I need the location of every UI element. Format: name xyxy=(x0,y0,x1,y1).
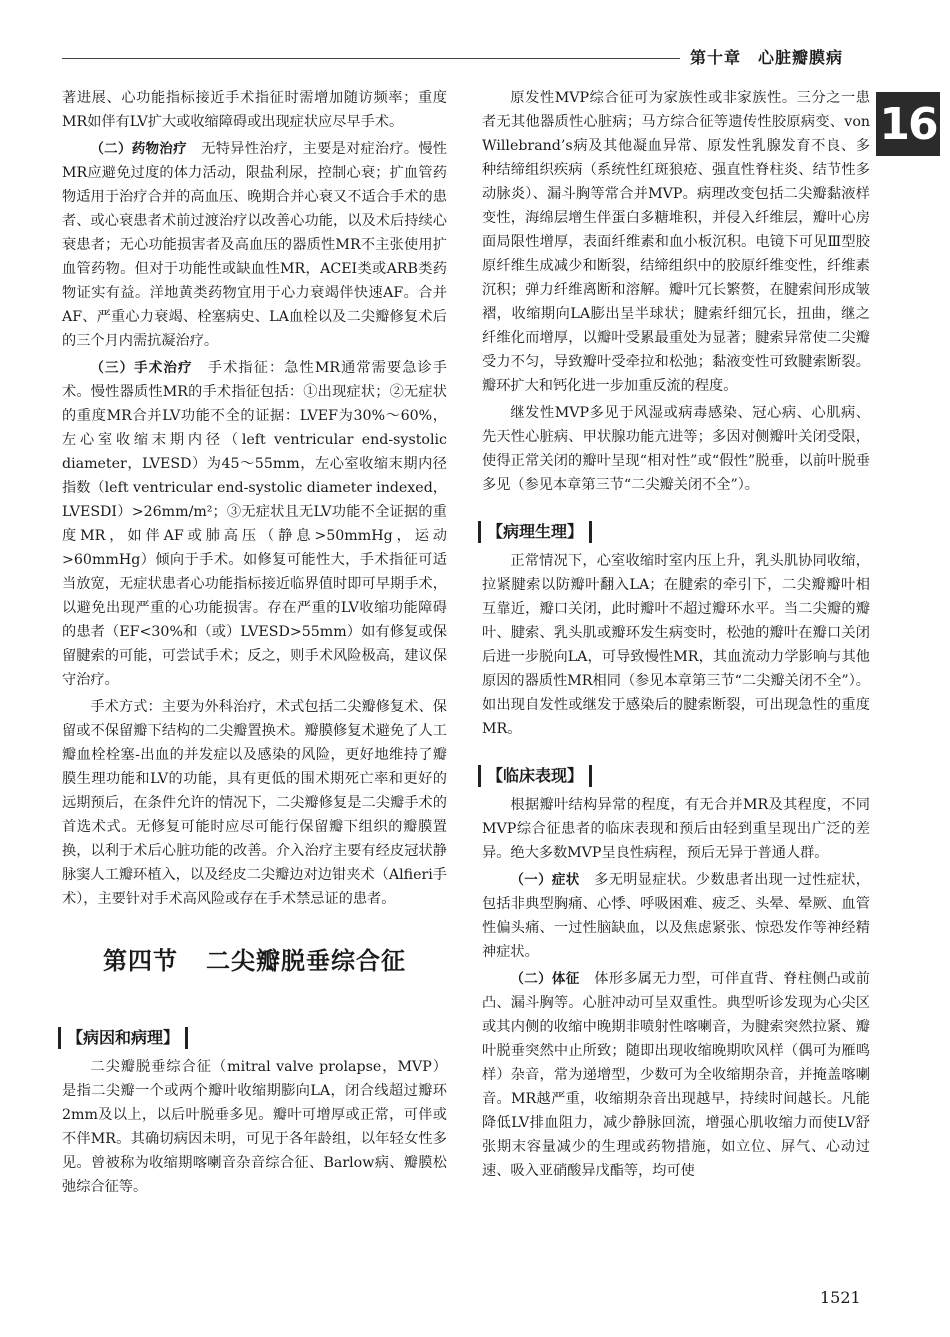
paragraph-drug-therapy xyxy=(62,137,447,353)
header-rule xyxy=(62,58,680,59)
paragraph-clinical: 根据瓣叶结构异常的程度，有无合并MR及其程度，不同MVP综合征患者的临床表现和预后由轻到重呈现出广泛的差异。绝大多数MVP呈良性病程，预后无异于普通人群。 xyxy=(482,797,870,861)
subheading-signs: （二）体征 xyxy=(510,971,580,987)
chapter-tab: 16 xyxy=(876,92,940,156)
section-name: 二尖瓣脱垂综合征 xyxy=(206,947,406,975)
paragraph-definition: 二尖瓣脱垂综合征（mitral valve prolapse，MVP）是指二尖瓣一个或两个瓣叶收缩期膨向LA，闭合线超过瓣环2mm及以上，以后叶脱垂多见。瓣叶可增厚或正常，可伴或不伴MR。其确切病因未明，可见于各年龄组，以年轻女性多见。曾被称为收缩期喀喇音杂音综合征、Barlow病、瓣膜松弛综合征等。 xyxy=(62,1059,447,1195)
left-column xyxy=(62,86,447,1202)
paragraph-text: 手术指征：急性MR通常需要急诊手术。慢性器质性MR的手术指征包括：①出现症状；②无症状的重度MR合并LV功能不全的证据：LVEF为30%～60%，左心室收缩末期内径（left ventricular end-systolic diameter，LVESD）为45～55mm，左心室收缩末期内径指数（left ventricular end-systolic diameter indexed，LVESDI）>26mm/m²；③无症状且无LV功能不全证据的重度MR，如伴AF或肺高压（静息>50mmHg，运动>60mmHg）倾向于手术。如修复可能性大，手术指征可适当放宽，无症状患者心功能指标接近临界值时即可早期手术，以避免出现严重的心功能损害。存在严重的LV收缩功能障碍的患者（EF<30%和（或）LVESD>55mm）如有修复或保留腱索的可能，可尝试手术；反之，则手术风险极高，建议保守治疗。 xyxy=(62,360,447,688)
running-header: 第十章 心脏瓣膜病 xyxy=(690,48,844,67)
subheading-surgery: （三）手术治疗 xyxy=(90,360,193,376)
paragraph-text: 无特异性治疗，主要是对症治疗。慢性MR应避免过度的体力活动，限盐利尿，控制心衰；扩血管药物适用于治疗合并的高血压、晚期合并心衰又不适合手术的患者、或心衰患者术前过渡治疗以改善心功能，以及术后持续心衰患者；无心功能损害者及高血压的器质性MR不主张使用扩血管药物。但对于功能性或缺血性MR，ACEI类或ARB类药物证实有益。洋地黄类药物宜用于心力衰竭伴快速AF。合并AF、严重心力衰竭、栓塞病史、LA血栓以及二尖瓣修复术后的三个月内需抗凝治疗。 xyxy=(62,141,447,349)
paragraph-secondary-mvp: 继发性MVP多见于风湿或病毒感染、冠心病、心肌病、先天性心脏病、甲状腺功能亢进等；多因对侧瓣叶关闭受限，使得正常关闭的瓣叶呈现“相对性”或“假性”脱垂，以前叶脱垂多见（参见本章第三节“二尖瓣关闭不全”）。 xyxy=(482,405,870,493)
paragraph-surgery-method: 手术方式：主要为外科治疗，术式包括二尖瓣修复术、保留或不保留瓣下结构的二尖瓣置换术。瓣膜修复术避免了人工瓣血栓栓塞-出血的并发症以及感染的风险，更好地维持了瓣膜生理功能和LV的功能，具有更低的围术期死亡率和更好的远期预后，在条件允许的情况下，二尖瓣修复是二尖瓣手术的首选术式。无修复可能时应尽可能行保留瓣下组织的瓣膜置换，以利于术后心脏功能的改善。介入治疗主要有经皮冠状静脉窦人工瓣环植入，以及经皮二尖瓣边对边钳夹术（Alfieri手术），主要针对手术高风险或存在手术禁忌证的患者。 xyxy=(62,699,447,907)
heading-clinical: 【临床表现】 xyxy=(478,765,592,787)
paragraph-text: 体形多属无力型，可伴直背、脊柱侧凸或前凸、漏斗胸等。心脏冲动可呈双重性。典型听诊发现为心尖区或其内侧的收缩中晚期非喷射性喀喇音，为腱索突然拉紧、瓣叶脱垂突然中止所致；随即出现收缩晚期吹风样（偶可为雁鸣样）杂音，常为递增型，少数可为全收缩期杂音，并掩盖喀喇音。MR越严重，收缩期杂音出现越早，持续时间越长。凡能降低LV排血阻力，减少静脉回流，增强心肌收缩力而使LV舒张期末容量减少的生理或药物措施，如立位、屏气、心动过速、吸入亚硝酸异戊酯等，均可使 xyxy=(482,971,870,1179)
section-number: 第四节 xyxy=(103,947,178,975)
paragraph: 著进展、心功能指标接近手术指征时需增加随访频率；重度MR如伴有LV扩大或收缩障碍或出现症状应尽早手术。 xyxy=(62,90,447,130)
paragraph-signs xyxy=(482,967,870,1183)
heading-pathophysiology: 【病理生理】 xyxy=(478,521,592,543)
page-number: 1521 xyxy=(820,1288,861,1307)
subheading-symptoms: （一）症状 xyxy=(510,872,580,888)
paragraph-surgery xyxy=(62,356,447,692)
paragraph-text: 多无明显症状。少数患者出现一过性症状，包括非典型胸痛、心悸、呼吸困难、疲乏、头晕、晕厥、血管性偏头痛、一过性脑缺血，以及焦虑紧张、惊恐发作等神经精神症状。 xyxy=(482,872,870,960)
paragraph-primary-mvp: 原发性MVP综合征可为家族性或非家族性。三分之一患者无其他器质性心脏病；马方综合征等遗传性胶原病变、von Willebrand’s病及其他凝血异常、原发性乳腺发育不良、多种结缔组织疾病（系统性红斑狼疮、强直性脊柱炎、结节性多动脉炎）、漏斗胸等常合并MVP。病理改变包括二尖瓣黏液样变性，海绵层增生伴蛋白多糖堆积，并侵入纤维层，瓣叶心房面局限性增厚，表面纤维素和血小板沉积。电镜下可见Ⅲ型胶原纤维生成减少和断裂，结缔组织中的胶原纤维变性，纤维素沉积；弹力纤维离断和溶解。瓣叶冗长繁赘，在腱索间形成皱褶，收缩期向LA膨出呈半球状；腱索纤细冗长，扭曲，继之纤维化而增厚，以瓣叶受累最重处为显著；腱索异常使二尖瓣受力不匀，导致瓣叶受牵拉和松弛；黏液变性可致腱索断裂。瓣环扩大和钙化进一步加重反流的程度。 xyxy=(482,90,870,394)
heading-etiology: 【病因和病理】 xyxy=(58,1027,188,1049)
subheading-drug-therapy: （二）药物治疗 xyxy=(90,141,187,157)
right-column xyxy=(482,86,870,1186)
paragraph-symptoms xyxy=(482,868,870,964)
section-title xyxy=(62,949,447,973)
paragraph-pathophysiology: 正常情况下，心室收缩时室内压上升，乳头肌协同收缩，拉紧腱索以防瓣叶翻入LA；在腱索的牵引下，二尖瓣瓣叶相互靠近，瓣口关闭，此时瓣叶不超过瓣环水平。当二尖瓣的瓣叶、腱索、乳头肌或瓣环发生病变时，松弛的瓣叶在瓣口关闭后进一步脱向LA，可导致慢性MR，其血流动力学影响与其他原因的器质性MR相同（参见本章第三节“二尖瓣关闭不全”）。如出现自发性或继发于感染后的腱索断裂，可出现急性的重度MR。 xyxy=(482,553,870,737)
